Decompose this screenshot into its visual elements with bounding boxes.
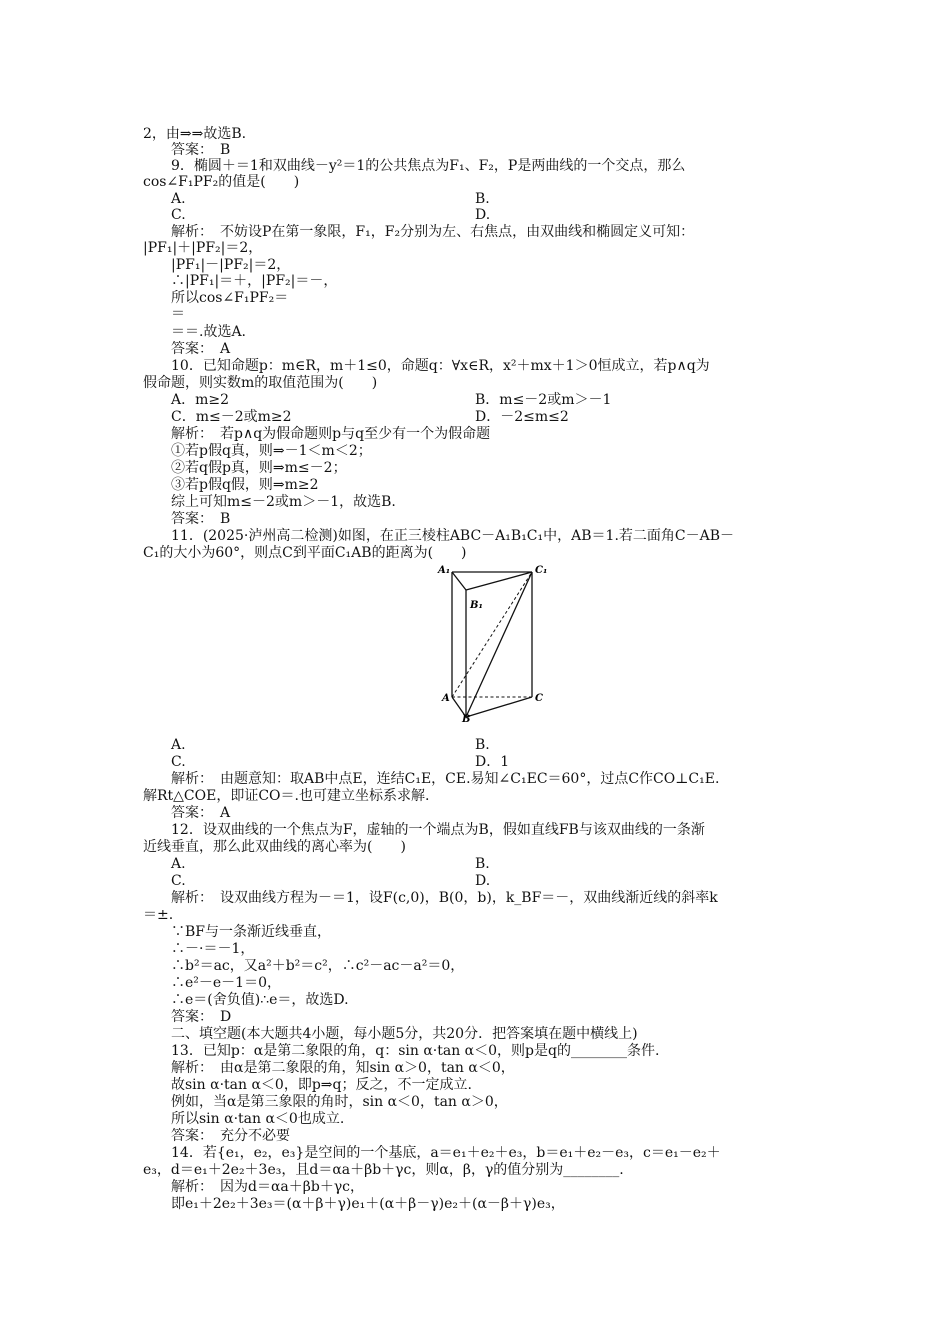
option-d: D．1 [475, 754, 510, 770]
text-line: 答案： A [143, 341, 231, 357]
text-line: 答案： 充分不必要 [143, 1128, 290, 1144]
text-line: 故sin α·tan α＜0，即p⇒q；反之，不一定成立. [143, 1077, 472, 1093]
text-line: A. [143, 856, 186, 872]
text-line: 答案： B [143, 511, 231, 527]
text-line: ②若q假p真，则⇒m≤－2； [143, 460, 347, 476]
text-line: 14．若{e₁，e₂，e₃}是空间的一个基底，a＝e₁＋e₂＋e₃，b＝e₁＋e₂－e₃，c＝e₁－e₂＋ [143, 1145, 721, 1161]
text-line: A. [143, 191, 186, 207]
text-line: 2，由⇒⇒故选B. [143, 126, 247, 142]
text-line: ＝ [143, 306, 185, 322]
option-b: B. [475, 191, 490, 207]
text-line: 10．已知命题p：m∈R，m＋1≤0，命题q：∀x∈R，x²＋mx＋1＞0恒成立，若p∧q为 [143, 358, 710, 374]
option-b: B．m≤－2或m＞－1 [475, 392, 612, 408]
text-line: 解析： 不妨设P在第一象限，F₁，F₂分别为左、右焦点，由双曲线和椭圆定义可知： [143, 224, 695, 240]
text-line: 解析： 由α是第二象限的角，知sin α＞0，tan α＜0， [143, 1060, 515, 1076]
text-line: A．m≥2 [143, 392, 230, 408]
text-line: 9．椭圆＋＝1和双曲线－y²＝1的公共焦点为F₁、F₂，P是两曲线的一个交点，那么 [143, 158, 686, 174]
text-line: C．m≤－2或m≥2 [143, 409, 292, 425]
text-line: 答案： D [143, 1009, 232, 1025]
text-line: 所以cos∠F₁PF₂＝ [143, 290, 289, 306]
text-line: 综上可知m≤－2或m＞－1，故选B. [143, 494, 396, 510]
text-line: ＝＝.故选A. [143, 324, 247, 340]
text-line: 解析： 因为d＝αa＋βb＋γc， [143, 1179, 365, 1195]
label-a: A [442, 693, 450, 704]
option-b: B. [475, 737, 490, 753]
text-line: ①若p假q真，则⇒－1＜m＜2； [143, 443, 372, 459]
text-line: 解析： 若p∧q为假命题则p与q至少有一个为假命题 [143, 426, 491, 442]
text-line: C₁的大小为60°，则点C到平面C₁AB的距离为( ) [143, 545, 467, 561]
text-line: ∴b²＝ac，又a²＋b²＝c²，∴c²－ac－a²＝0， [143, 958, 465, 974]
prism-figure [436, 562, 556, 722]
text-line: e₃，d＝e₁＋2e₂＋3e₃，且d＝αa＋βb＋γc，则α，β，γ的值分别为________. [143, 1162, 624, 1178]
text-line: C. [143, 754, 186, 770]
text-line: ∴－·＝－1， [143, 941, 255, 957]
text-line: |PF₁|－|PF₂|＝2， [143, 257, 291, 273]
text-line: cos∠F₁PF₂的值是( ) [143, 174, 300, 190]
text-line: 答案： A [143, 805, 231, 821]
text-line: ∴e＝(舍负值)∴e＝，故选D. [143, 992, 349, 1008]
label-b: B [462, 714, 471, 722]
text-line: 解Rt△COE，即证CO＝.也可建立坐标系求解. [143, 788, 430, 804]
text-line: 近线垂直，那么此双曲线的离心率为( ) [143, 839, 406, 855]
text-line: 12．设双曲线的一个焦点为F，虚轴的一个端点为B，假如直线FB与该双曲线的一条渐 [143, 822, 705, 838]
text-line: 答案： B [143, 142, 231, 158]
text-line: ∵BF与一条渐近线垂直， [143, 924, 332, 940]
text-line: 13．已知p：α是第二象限的角，q：sin α·tan α＜0，则p是q的________条件. [143, 1043, 660, 1059]
option-d: D．－2≤m≤2 [475, 409, 569, 425]
text-line: 例如，当α是第三象限的角时，sin α＜0，tan α＞0， [143, 1094, 508, 1110]
label-c: C [535, 693, 543, 704]
text-line: 11．(2025·泸州高二检测)如图，在正三棱柱ABC－A₁B₁C₁中，AB＝1.若二面角C－AB－ [143, 528, 734, 544]
text-line: C. [143, 873, 186, 889]
text-line: 假命题，则实数m的取值范围为( ) [143, 375, 378, 391]
text-line: |PF₁|＋|PF₂|＝2， [143, 240, 263, 256]
text-line: 解析： 由题意知：取AB中点E，连结C₁E，CE.易知∠C₁EC＝60°，过点C作CO⊥C₁E. [143, 771, 720, 787]
text-line: ∴e²－e－1＝0， [143, 975, 281, 991]
text-line: A. [143, 737, 186, 753]
text-line: 即e₁＋2e₂＋3e₃＝(α＋β＋γ)e₁＋(α＋β－γ)e₂＋(α－β＋γ)e₃， [143, 1196, 565, 1212]
option-d: D. [475, 207, 491, 223]
text-line: 二、填空题(本大题共4小题，每小题5分，共20分．把答案填在题中横线上) [143, 1026, 638, 1042]
label-c1: C₁ [535, 565, 548, 576]
option-d: D. [475, 873, 491, 889]
text-line: ③若p假q假，则⇒m≥2 [143, 477, 319, 493]
label-b1: B₁ [470, 600, 483, 611]
text-line: ∴|PF₁|＝＋，|PF₂|＝－， [143, 273, 338, 289]
option-b: B. [475, 856, 490, 872]
text-line: C. [143, 207, 186, 223]
text-line: ＝±. [143, 907, 174, 923]
text-line: 解析： 设双曲线方程为－＝1，设F(c,0)，B(0，b)，k_BF＝－，双曲线渐近线的斜率k [143, 890, 718, 906]
label-a1: A₁ [438, 565, 451, 576]
text-line: 所以sin α·tan α＜0也成立. [143, 1111, 345, 1127]
